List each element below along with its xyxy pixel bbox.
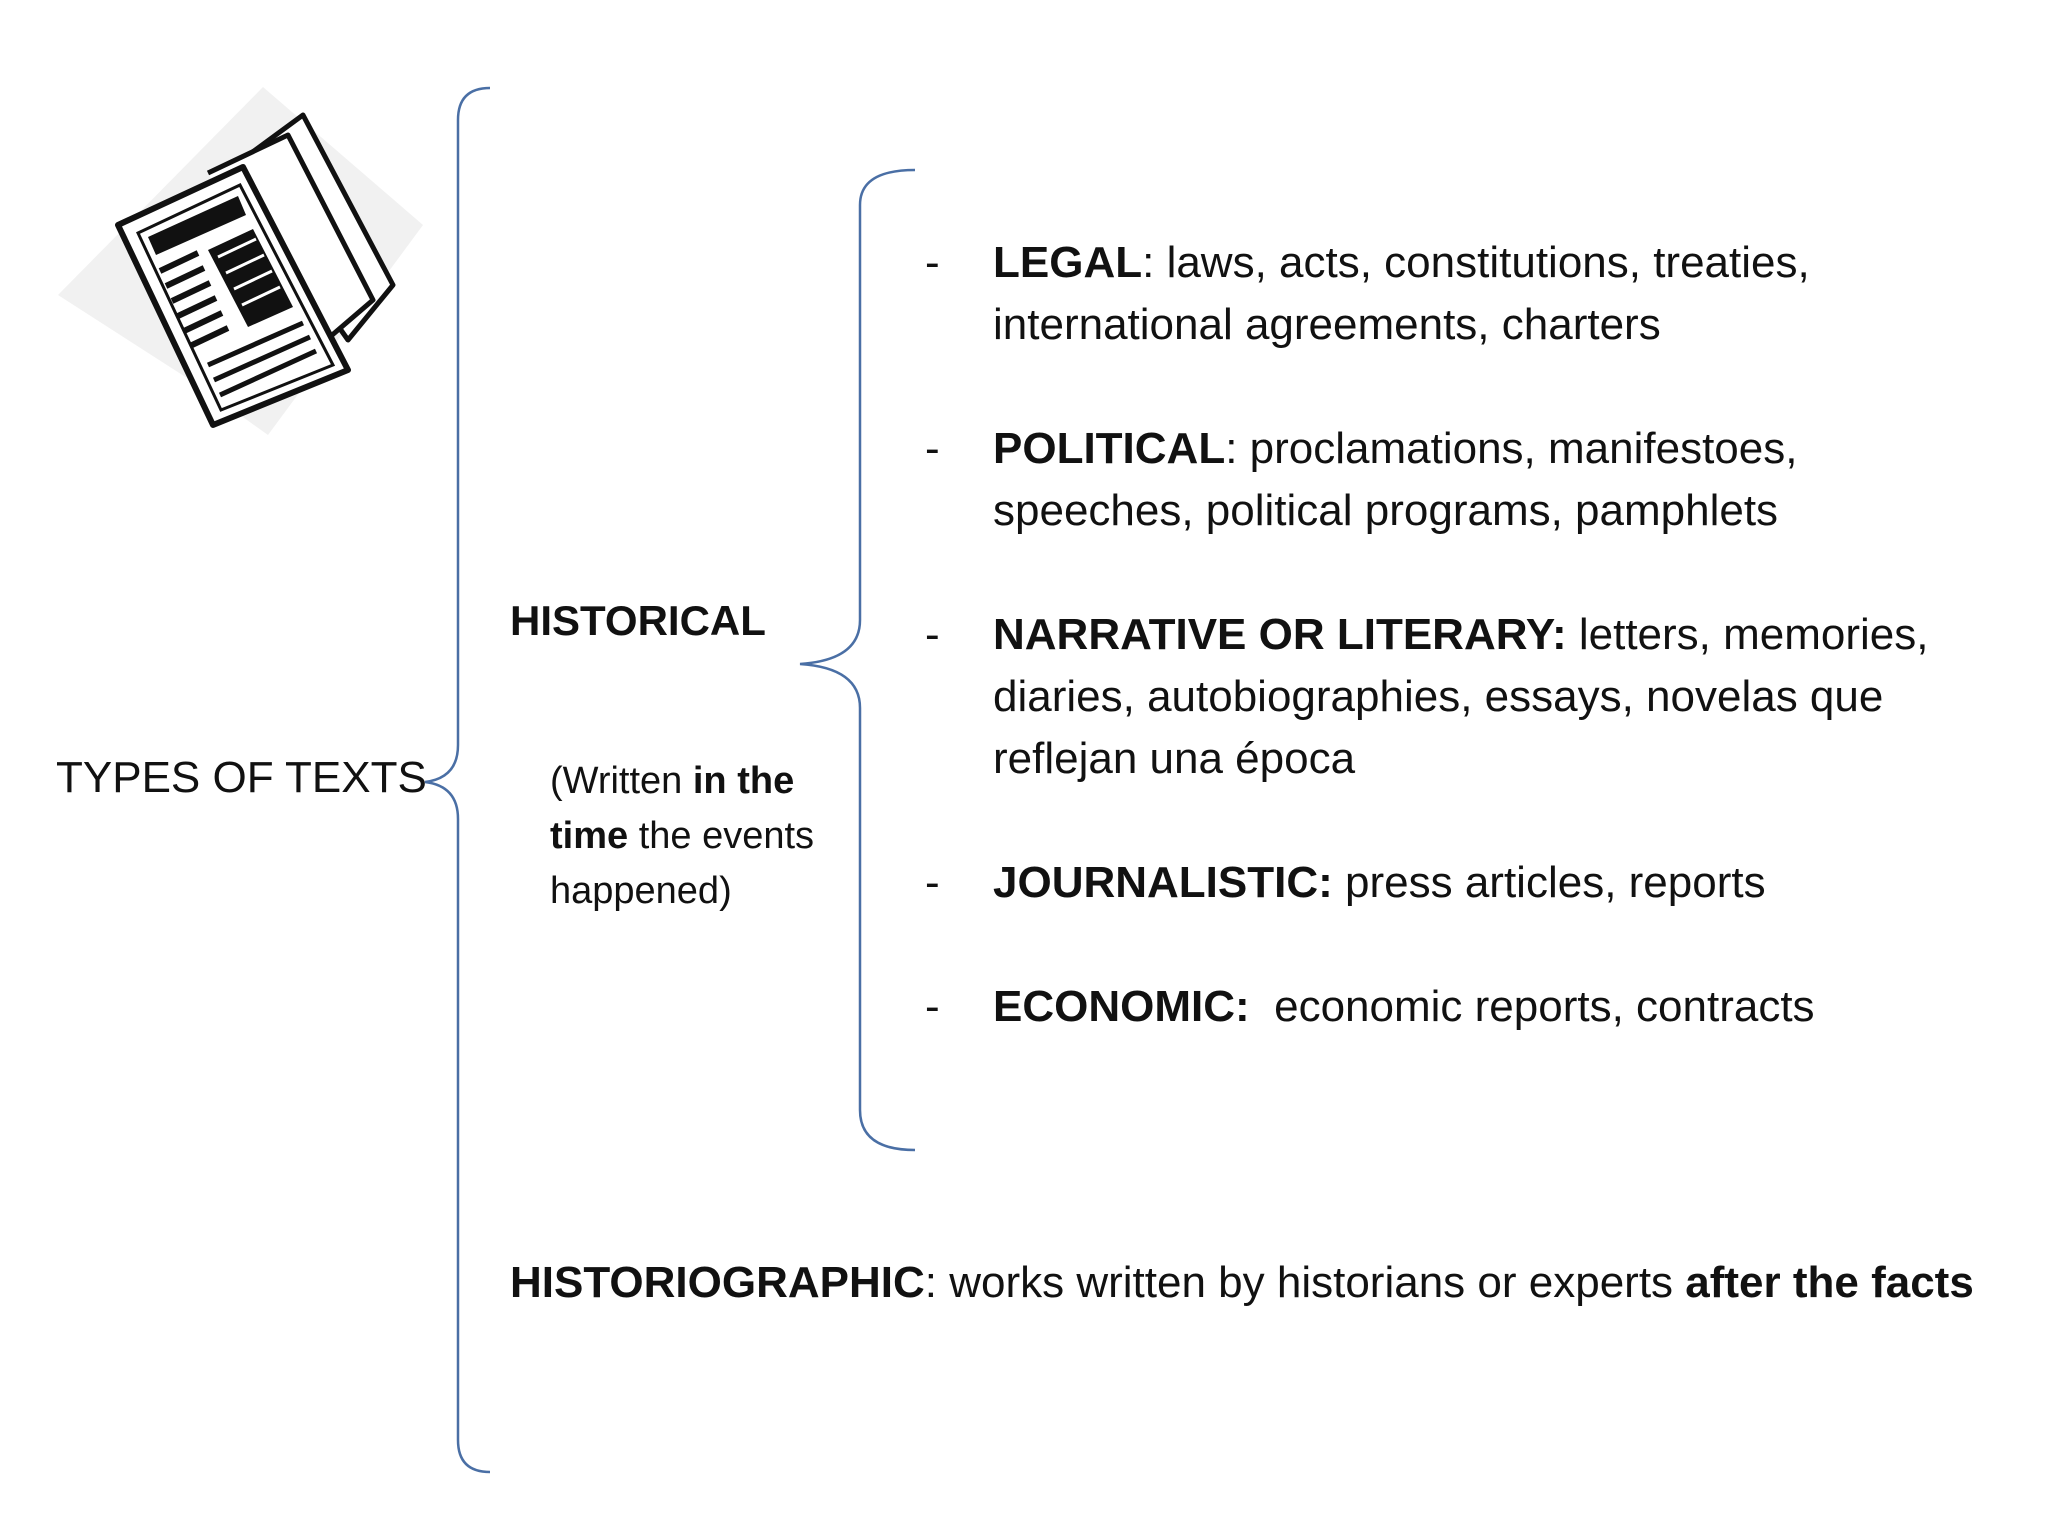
historiographic-definition xyxy=(510,1252,1990,1314)
historiographic-emphasis: after the facts xyxy=(1685,1258,1974,1307)
type-examples: press articles, reports xyxy=(1345,858,1766,907)
type-separator xyxy=(1567,610,1579,659)
type-category: JOURNALISTIC: xyxy=(993,858,1333,907)
type-separator xyxy=(1250,982,1274,1031)
historical-note-emphasis: in the time xyxy=(550,760,795,857)
type-examples: letters, memories, diaries, autobiographies, essays, novelas que reflejan una época xyxy=(993,610,1929,783)
historical-note-text: (Written xyxy=(550,760,693,802)
type-item-narrative xyxy=(925,604,1975,790)
list-dash: - xyxy=(925,610,940,659)
historical-types-list xyxy=(925,232,1975,1100)
historical-title: HISTORICAL xyxy=(510,597,766,644)
historical-brace xyxy=(800,170,915,1150)
type-category: ECONOMIC: xyxy=(993,982,1250,1031)
historical-note-text-end: the events happened) xyxy=(550,815,815,912)
type-examples: economic reports, contracts xyxy=(1274,982,1815,1031)
type-item-legal xyxy=(925,232,1975,356)
list-dash: - xyxy=(925,982,940,1031)
historical-note xyxy=(550,754,860,919)
type-item-economic xyxy=(925,976,1975,1038)
historiographic-text: : works written by historians or experts xyxy=(924,1258,1686,1307)
type-category: POLITICAL xyxy=(993,424,1226,473)
type-separator: : xyxy=(1142,238,1167,287)
list-dash: - xyxy=(925,858,940,907)
historiographic-title: HISTORIOGRAPHIC xyxy=(510,1258,925,1307)
list-dash: - xyxy=(925,238,940,287)
type-item-political xyxy=(925,418,1975,542)
newspaper-icon xyxy=(48,75,438,445)
type-examples: laws, acts, constitutions, treaties, international agreements, charters xyxy=(993,238,1810,349)
type-category: NARRATIVE OR LITERARY: xyxy=(993,610,1567,659)
type-separator: : xyxy=(1225,424,1250,473)
type-item-journalistic xyxy=(925,852,1975,914)
list-dash: - xyxy=(925,424,940,473)
type-category: LEGAL xyxy=(993,238,1143,287)
newspaper-illustration xyxy=(48,75,438,445)
type-separator xyxy=(1333,858,1345,907)
type-examples: proclamations, manifestoes, speeches, political programs, pamphlets xyxy=(993,424,1798,535)
root-label-types-of-texts: TYPES OF TEXTS xyxy=(56,753,427,802)
